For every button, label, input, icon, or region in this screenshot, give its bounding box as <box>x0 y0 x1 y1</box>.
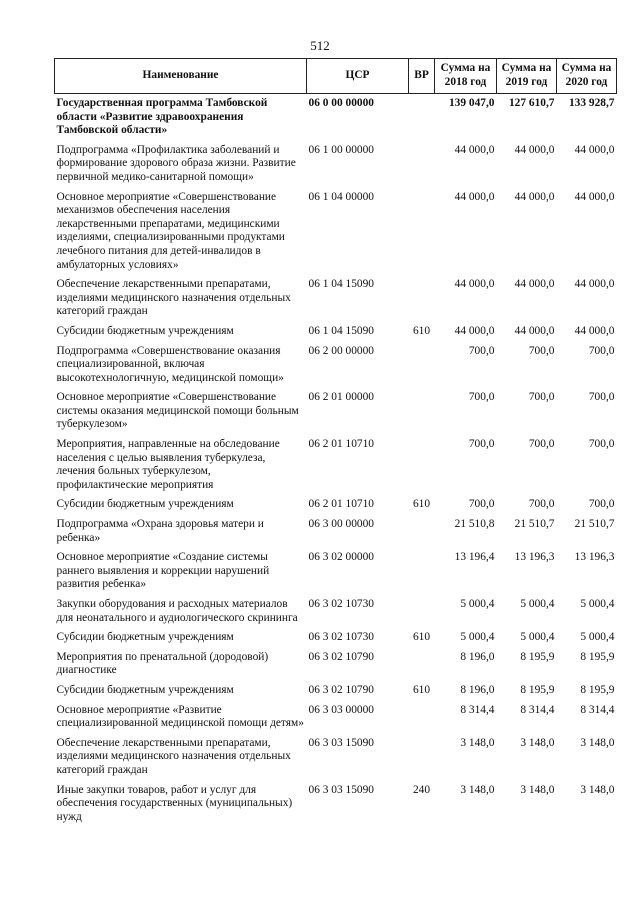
table-row <box>55 144 617 191</box>
table-row <box>55 737 617 784</box>
row-sum-2020: 700,0 <box>588 344 615 357</box>
row-name: Субсидии бюджетным учреждениям <box>56 631 234 644</box>
row-sum-2019: 8 195,9 <box>520 650 555 663</box>
row-sum-2020: 8 195,9 <box>580 683 615 696</box>
row-csr: 06 3 03 15090 <box>308 736 374 749</box>
row-sum-2018: 44 000,0 <box>454 143 495 156</box>
row-sum-2019: 127 610,7 <box>508 97 555 109</box>
row-sum-2018: 13 196,4 <box>454 551 495 564</box>
row-name: Основное мероприятие «Совершенствование системы оказания медицинской помощи больным туберкулезом» <box>56 391 299 431</box>
table-row <box>55 704 617 737</box>
row-vr <box>409 278 435 325</box>
row-sum-2018: 3 148,0 <box>460 783 495 796</box>
table-row <box>55 684 617 704</box>
row-csr: 06 2 00 00000 <box>308 344 374 357</box>
row-sum-2019: 700,0 <box>528 438 555 451</box>
row-csr: 06 3 03 00000 <box>308 703 374 716</box>
row-vr: 610 <box>412 498 431 511</box>
row-sum-2018: 8 196,0 <box>460 683 495 696</box>
row-csr: 06 3 02 00000 <box>308 551 374 564</box>
row-sum-2018: 44 000,0 <box>454 324 495 337</box>
row-sum-2019: 44 000,0 <box>514 143 555 156</box>
row-vr <box>409 391 435 438</box>
row-sum-2020: 13 196,3 <box>574 551 615 564</box>
header-vr: ВР <box>409 59 435 94</box>
row-sum-2018: 44 000,0 <box>454 278 495 291</box>
table-row <box>55 651 617 684</box>
row-sum-2019: 44 000,0 <box>514 324 555 337</box>
row-name: Государственная программа Тамбовской области «Развитие здравоохранения Тамбовской области» <box>56 97 268 137</box>
row-name: Основное мероприятие «Создание системы раннего выявления и коррекции нарушений развития ребенка» <box>56 551 270 591</box>
row-csr: 06 3 02 10730 <box>308 598 374 610</box>
row-csr: 06 3 02 10730 <box>308 631 374 644</box>
table-row <box>55 325 617 345</box>
row-vr <box>409 551 435 598</box>
row-sum-2020: 44 000,0 <box>574 190 615 203</box>
row-sum-2020: 5 000,4 <box>580 598 615 610</box>
header-sum-2018: Сумма на 2018 год <box>435 59 497 94</box>
row-csr: 06 2 01 00000 <box>308 391 374 404</box>
row-sum-2019: 44 000,0 <box>514 278 555 291</box>
row-csr: 06 2 01 10710 <box>308 438 374 451</box>
row-name: Закупки оборудования и расходных материалов для неонатального и аудиологического скрининга <box>56 598 298 624</box>
row-sum-2020: 700,0 <box>588 391 615 404</box>
row-sum-2019: 13 196,3 <box>514 551 555 564</box>
table-row <box>55 518 617 551</box>
table-row <box>55 391 617 438</box>
row-sum-2018: 44 000,0 <box>454 190 495 203</box>
row-vr <box>409 518 435 551</box>
row-csr: 06 1 00 00000 <box>308 143 374 156</box>
table-row <box>55 278 617 325</box>
table-row <box>55 94 617 144</box>
header-name: Наименование <box>55 59 307 94</box>
row-sum-2018: 700,0 <box>468 391 495 404</box>
row-vr <box>409 598 435 631</box>
row-sum-2019: 700,0 <box>528 498 555 511</box>
row-sum-2018: 5 000,4 <box>460 598 495 610</box>
row-name: Субсидии бюджетным учреждениям <box>56 683 234 696</box>
row-sum-2018: 700,0 <box>468 438 495 451</box>
row-sum-2019: 8 314,4 <box>520 703 555 716</box>
row-vr <box>409 191 435 279</box>
row-sum-2018: 700,0 <box>468 498 495 511</box>
row-sum-2020: 133 928,7 <box>568 97 615 109</box>
row-csr: 06 1 04 15090 <box>308 278 374 291</box>
header-sum-2019: Сумма на 2019 год <box>497 59 557 94</box>
row-vr: 240 <box>412 783 431 796</box>
row-sum-2018: 21 510,8 <box>454 518 495 531</box>
row-sum-2018: 5 000,4 <box>460 631 495 644</box>
row-sum-2019: 3 148,0 <box>520 783 555 796</box>
row-sum-2020: 21 510,7 <box>574 518 615 531</box>
budget-table <box>54 58 617 830</box>
table-row <box>55 631 617 651</box>
row-csr: 06 3 03 15090 <box>308 783 374 796</box>
row-vr <box>409 704 435 737</box>
row-sum-2020: 44 000,0 <box>574 324 615 337</box>
row-csr: 06 3 02 10790 <box>308 650 374 663</box>
row-name: Мероприятия, направленные на обследование населения с целью выявления туберкулеза, лечения больных туберкулезом, профилактические мероприятия <box>56 438 280 491</box>
row-vr <box>409 651 435 684</box>
row-vr: 610 <box>412 631 431 644</box>
row-sum-2019: 5 000,4 <box>520 598 555 610</box>
header-sum-2020: Сумма на 2020 год <box>557 59 617 94</box>
row-name: Иные закупки товаров, работ и услуг для обеспечения государственных (муниципальных) нужд <box>56 783 293 823</box>
table-row <box>55 438 617 498</box>
row-csr: 06 0 00 00000 <box>308 97 374 109</box>
row-name: Подпрограмма «Охрана здоровья матери и ребенка» <box>56 518 264 544</box>
row-sum-2019: 44 000,0 <box>514 190 555 203</box>
row-vr <box>409 345 435 392</box>
row-sum-2020: 44 000,0 <box>574 278 615 291</box>
row-sum-2019: 5 000,4 <box>520 631 555 644</box>
row-sum-2020: 3 148,0 <box>580 736 615 749</box>
row-sum-2020: 700,0 <box>588 498 615 511</box>
table-row <box>55 498 617 518</box>
row-sum-2019: 21 510,7 <box>514 518 555 531</box>
row-sum-2018: 700,0 <box>468 344 495 357</box>
row-vr <box>409 94 435 144</box>
table-header-row <box>55 59 617 94</box>
row-vr: 610 <box>412 324 431 337</box>
row-sum-2018: 8 314,4 <box>460 703 495 716</box>
row-sum-2019: 8 195,9 <box>520 683 555 696</box>
row-sum-2020: 700,0 <box>588 438 615 451</box>
row-sum-2019: 3 148,0 <box>520 736 555 749</box>
row-name: Основное мероприятие «Совершенствование механизмов обеспечения населения лекарственными препаратами, медицинскими изделиями, специализированными продуктами лечебного питания для детей-инвалидов в амбулаторных условиях» <box>56 190 285 271</box>
row-sum-2020: 44 000,0 <box>574 143 615 156</box>
row-sum-2018: 3 148,0 <box>460 736 495 749</box>
row-sum-2020: 5 000,4 <box>580 631 615 644</box>
table-row <box>55 784 617 831</box>
row-sum-2020: 8 314,4 <box>580 703 615 716</box>
row-name: Обеспечение лекарственными препаратами, изделиями медицинского назначения отдельных категорий граждан <box>56 736 291 776</box>
row-sum-2019: 700,0 <box>528 344 555 357</box>
row-vr <box>409 144 435 191</box>
row-name: Подпрограмма «Совершенствование оказания специализированной, включая высокотехнологичную, медицинской помощи» <box>56 344 284 384</box>
row-sum-2018: 139 047,0 <box>448 97 495 109</box>
row-name: Обеспечение лекарственными препаратами, изделиями медицинского назначения отдельных категорий граждан <box>56 278 291 318</box>
table-row <box>55 345 617 392</box>
row-sum-2018: 8 196,0 <box>460 650 495 663</box>
row-csr: 06 3 02 10790 <box>308 683 374 696</box>
row-vr: 610 <box>412 683 431 696</box>
row-name: Основное мероприятие «Развитие специализированной медицинской помощи детям» <box>56 703 304 730</box>
table-row <box>55 551 617 598</box>
row-vr <box>409 438 435 498</box>
row-sum-2019: 700,0 <box>528 391 555 404</box>
row-csr: 06 3 00 00000 <box>308 518 374 531</box>
page-number: 512 <box>310 38 330 53</box>
table-row <box>55 191 617 279</box>
row-csr: 06 1 04 15090 <box>308 324 374 337</box>
row-name: Субсидии бюджетным учреждениям <box>56 498 234 511</box>
row-name: Подпрограмма «Профилактика заболеваний и формирование здорового образа жизни. Развитие первичной медико-санитарной помощи» <box>56 143 296 183</box>
row-vr <box>409 737 435 784</box>
row-csr: 06 1 04 00000 <box>308 190 374 203</box>
row-sum-2020: 8 195,9 <box>580 650 615 663</box>
table-row <box>55 598 617 631</box>
row-sum-2020: 3 148,0 <box>580 783 615 796</box>
row-name: Субсидии бюджетным учреждениям <box>56 324 234 337</box>
row-name: Мероприятия по пренатальной (дородовой) диагностике <box>56 650 269 677</box>
row-csr: 06 2 01 10710 <box>308 498 374 511</box>
header-csr: ЦСР <box>307 59 409 94</box>
